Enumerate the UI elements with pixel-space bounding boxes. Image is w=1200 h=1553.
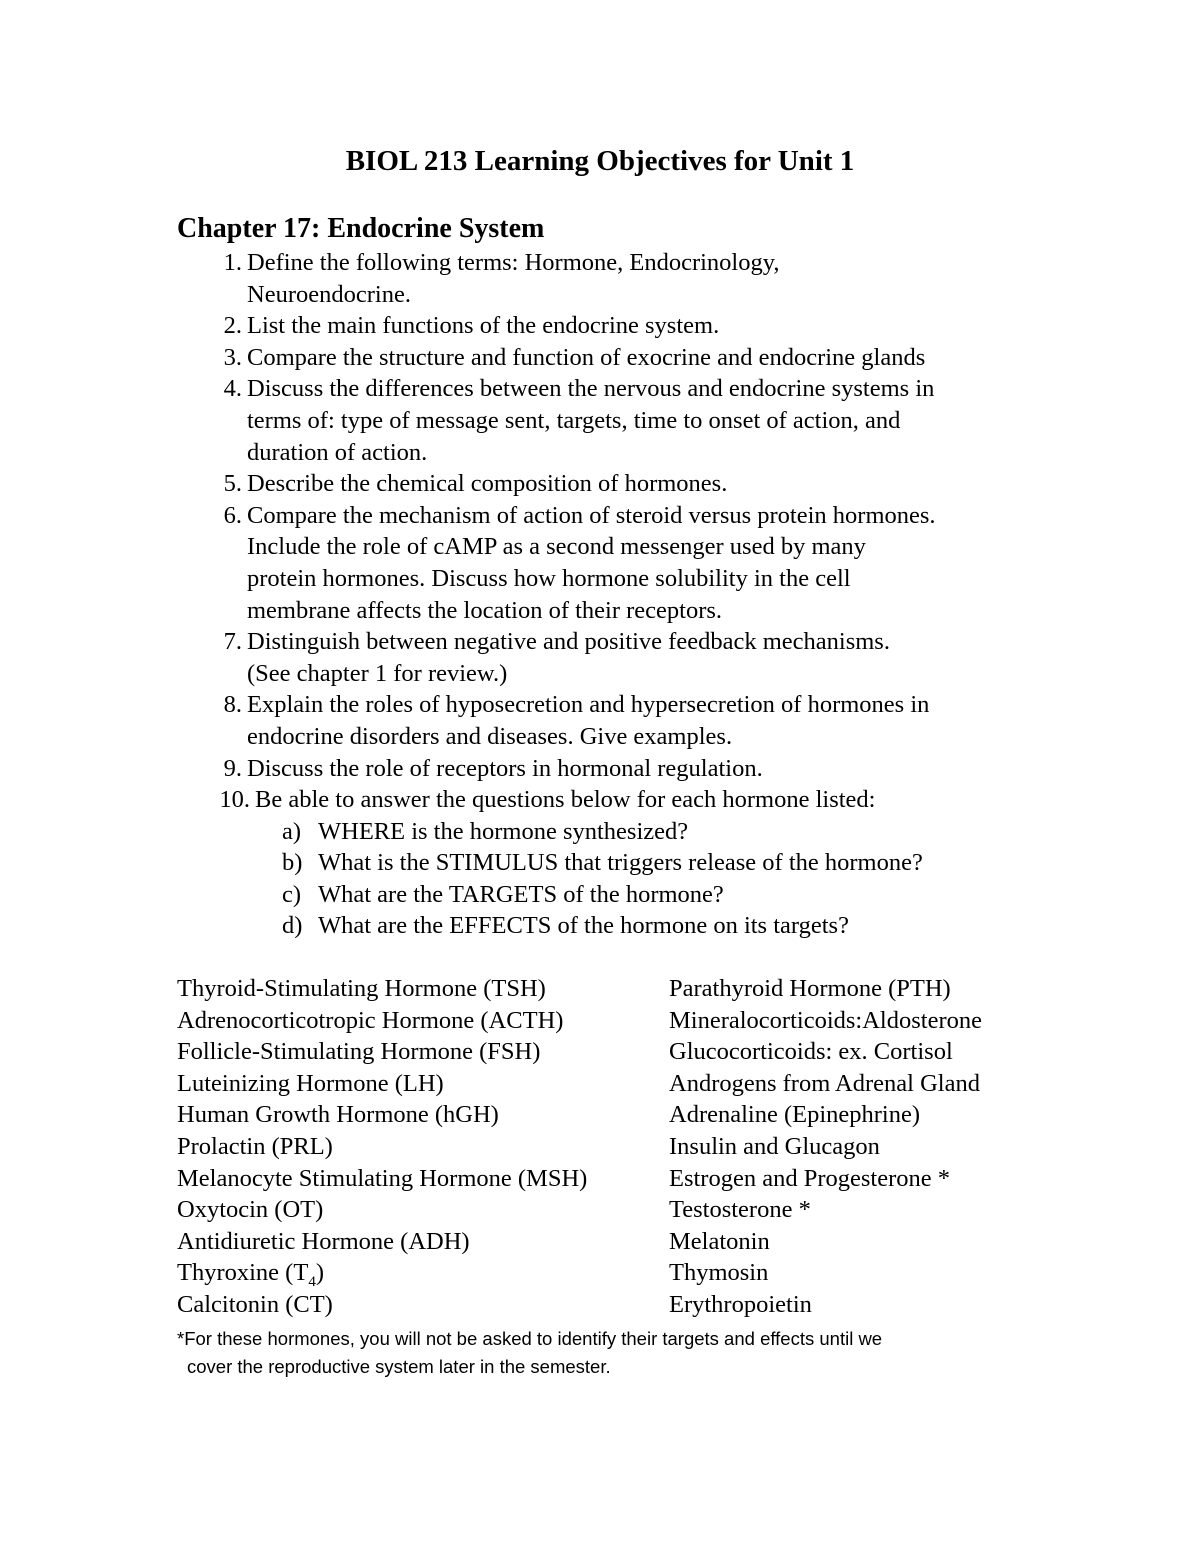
hormone-item: Luteinizing Hormone (LH) — [177, 1069, 444, 1097]
objective-number: 5. — [223, 470, 242, 498]
sub-question-text: WHERE is the hormone synthesized? — [318, 817, 689, 845]
objective-item — [177, 373, 1057, 468]
objective-item — [177, 247, 1057, 310]
thyroxine-close: ) — [315, 1259, 324, 1287]
objective-line: terms of: type of message sent, targets, time to onset of action, and — [247, 406, 901, 434]
sub-question — [177, 879, 1057, 911]
objective-line: Discuss the role of receptors in hormonal regulation. — [247, 754, 763, 782]
hormone-item: Oxytocin (OT) — [177, 1196, 324, 1224]
objective-number: 6. — [223, 501, 242, 529]
objective-number: 9. — [223, 754, 242, 782]
objective-item — [177, 784, 1057, 816]
objective-line: Explain the roles of hyposecretion and hypersecretion of hormones in — [247, 691, 930, 719]
objective-line: List the main functions of the endocrine system. — [247, 312, 720, 340]
objective-number: 7. — [223, 628, 242, 656]
objective-line: duration of action. — [247, 438, 428, 466]
objective-number: 4. — [223, 375, 242, 403]
hormone-item: Follicle-Stimulating Hormone (FSH) — [177, 1038, 541, 1066]
hormone-item: Testosterone * — [669, 1196, 811, 1224]
objective-number: 2. — [223, 312, 242, 340]
objective-item — [177, 626, 1057, 689]
objective-item — [177, 689, 1057, 752]
thyroxine-subscript: 4 — [308, 1274, 316, 1291]
hormone-item: Parathyroid Hormone (PTH) — [669, 975, 951, 1002]
sub-question-letter: d) — [282, 912, 303, 940]
sub-question-letter: a) — [282, 817, 302, 845]
objective-line: Compare the structure and function of exocrine and endocrine glands — [247, 343, 926, 371]
objective-item — [177, 468, 1057, 500]
hormone-item: Adrenaline (Epinephrine) — [669, 1101, 921, 1129]
sub-question-text: What is the STIMULUS that triggers release of the hormone? — [318, 849, 923, 877]
objective-line: Neuroendocrine. — [247, 280, 411, 308]
hormone-item: Estrogen and Progesterone * — [669, 1164, 950, 1192]
objective-number: 8. — [223, 691, 242, 719]
objective-item — [177, 310, 1057, 342]
objective-number: 3. — [223, 343, 242, 371]
hormone-column-left — [177, 973, 587, 1321]
sub-question-text: What are the TARGETS of the hormone? — [318, 880, 724, 908]
hormone-item: Glucocorticoids: ex. Cortisol — [669, 1038, 953, 1066]
document-title: BIOL 213 Learning Objectives for Unit 1 — [345, 145, 855, 177]
hormone-item: Adrenocorticotropic Hormone (ACTH) — [177, 1006, 564, 1034]
footnote-line: *For these hormones, you will not be asked to identify their targets and effects until we — [177, 1328, 883, 1349]
objective-line: (See chapter 1 for review.) — [247, 659, 508, 687]
hormone-item-thyroxine — [177, 1257, 587, 1289]
sub-question-letter: b) — [282, 849, 303, 877]
objective-line: Define the following terms: Hormone, Endocrinology, — [247, 249, 780, 276]
hormone-item: Calcitonin (CT) — [177, 1290, 333, 1318]
objective-number: 1. — [223, 249, 242, 276]
thyroxine-label: Thyroxine (T — [177, 1259, 309, 1287]
objective-line: Compare the mechanism of action of steroid versus protein hormones. — [247, 501, 936, 529]
objective-line: Distinguish between negative and positive feedback mechanisms. — [247, 628, 890, 656]
objective-line: Be able to answer the questions below for each hormone listed: — [255, 786, 876, 814]
sub-question — [177, 910, 1057, 942]
objective-item — [177, 753, 1057, 785]
hormone-item: Antidiuretic Hormone (ADH) — [177, 1227, 470, 1255]
sub-question-letter: c) — [282, 880, 302, 908]
objective-item — [177, 500, 1057, 626]
objective-item — [177, 342, 1057, 374]
hormone-item: Androgens from Adrenal Gland — [669, 1069, 980, 1097]
objective-line: endocrine disorders and diseases. Give examples. — [247, 722, 733, 750]
objective-line: Discuss the differences between the nervous and endocrine systems in — [247, 375, 935, 403]
sub-question — [177, 847, 1057, 879]
chapter-heading: Chapter 17: Endocrine System — [177, 213, 545, 244]
objective-line: Include the role of cAMP as a second messenger used by many — [247, 533, 866, 561]
hormone-item: Mineralocorticoids:Aldosterone — [669, 1006, 982, 1034]
objective-line: Describe the chemical composition of hormones. — [247, 470, 728, 498]
footnote — [177, 1325, 1057, 1381]
footnote-line: cover the reproductive system later in the semester. — [187, 1356, 611, 1377]
objective-line: membrane affects the location of their receptors. — [247, 596, 723, 624]
hormone-item: Human Growth Hormone (hGH) — [177, 1101, 499, 1129]
objective-line: protein hormones. Discuss how hormone solubility in the cell — [247, 564, 851, 592]
sub-question — [177, 816, 1057, 848]
hormone-item: Melanocyte Stimulating Hormone (MSH) — [177, 1164, 588, 1192]
hormone-item: Prolactin (PRL) — [177, 1132, 333, 1160]
hormone-item: Erythropoietin — [669, 1290, 812, 1318]
hormone-item: Insulin and Glucagon — [669, 1132, 880, 1160]
hormone-column-right — [669, 973, 982, 1321]
hormone-item: Thyroid-Stimulating Hormone (TSH) — [177, 975, 546, 1002]
objectives-list — [177, 247, 1057, 942]
hormone-item: Melatonin — [669, 1227, 770, 1255]
hormone-item: Thymosin — [669, 1259, 769, 1287]
sub-questions — [177, 816, 1057, 942]
objective-number: 10. — [219, 786, 250, 814]
sub-question-text: What are the EFFECTS of the hormone on its targets? — [318, 912, 849, 940]
